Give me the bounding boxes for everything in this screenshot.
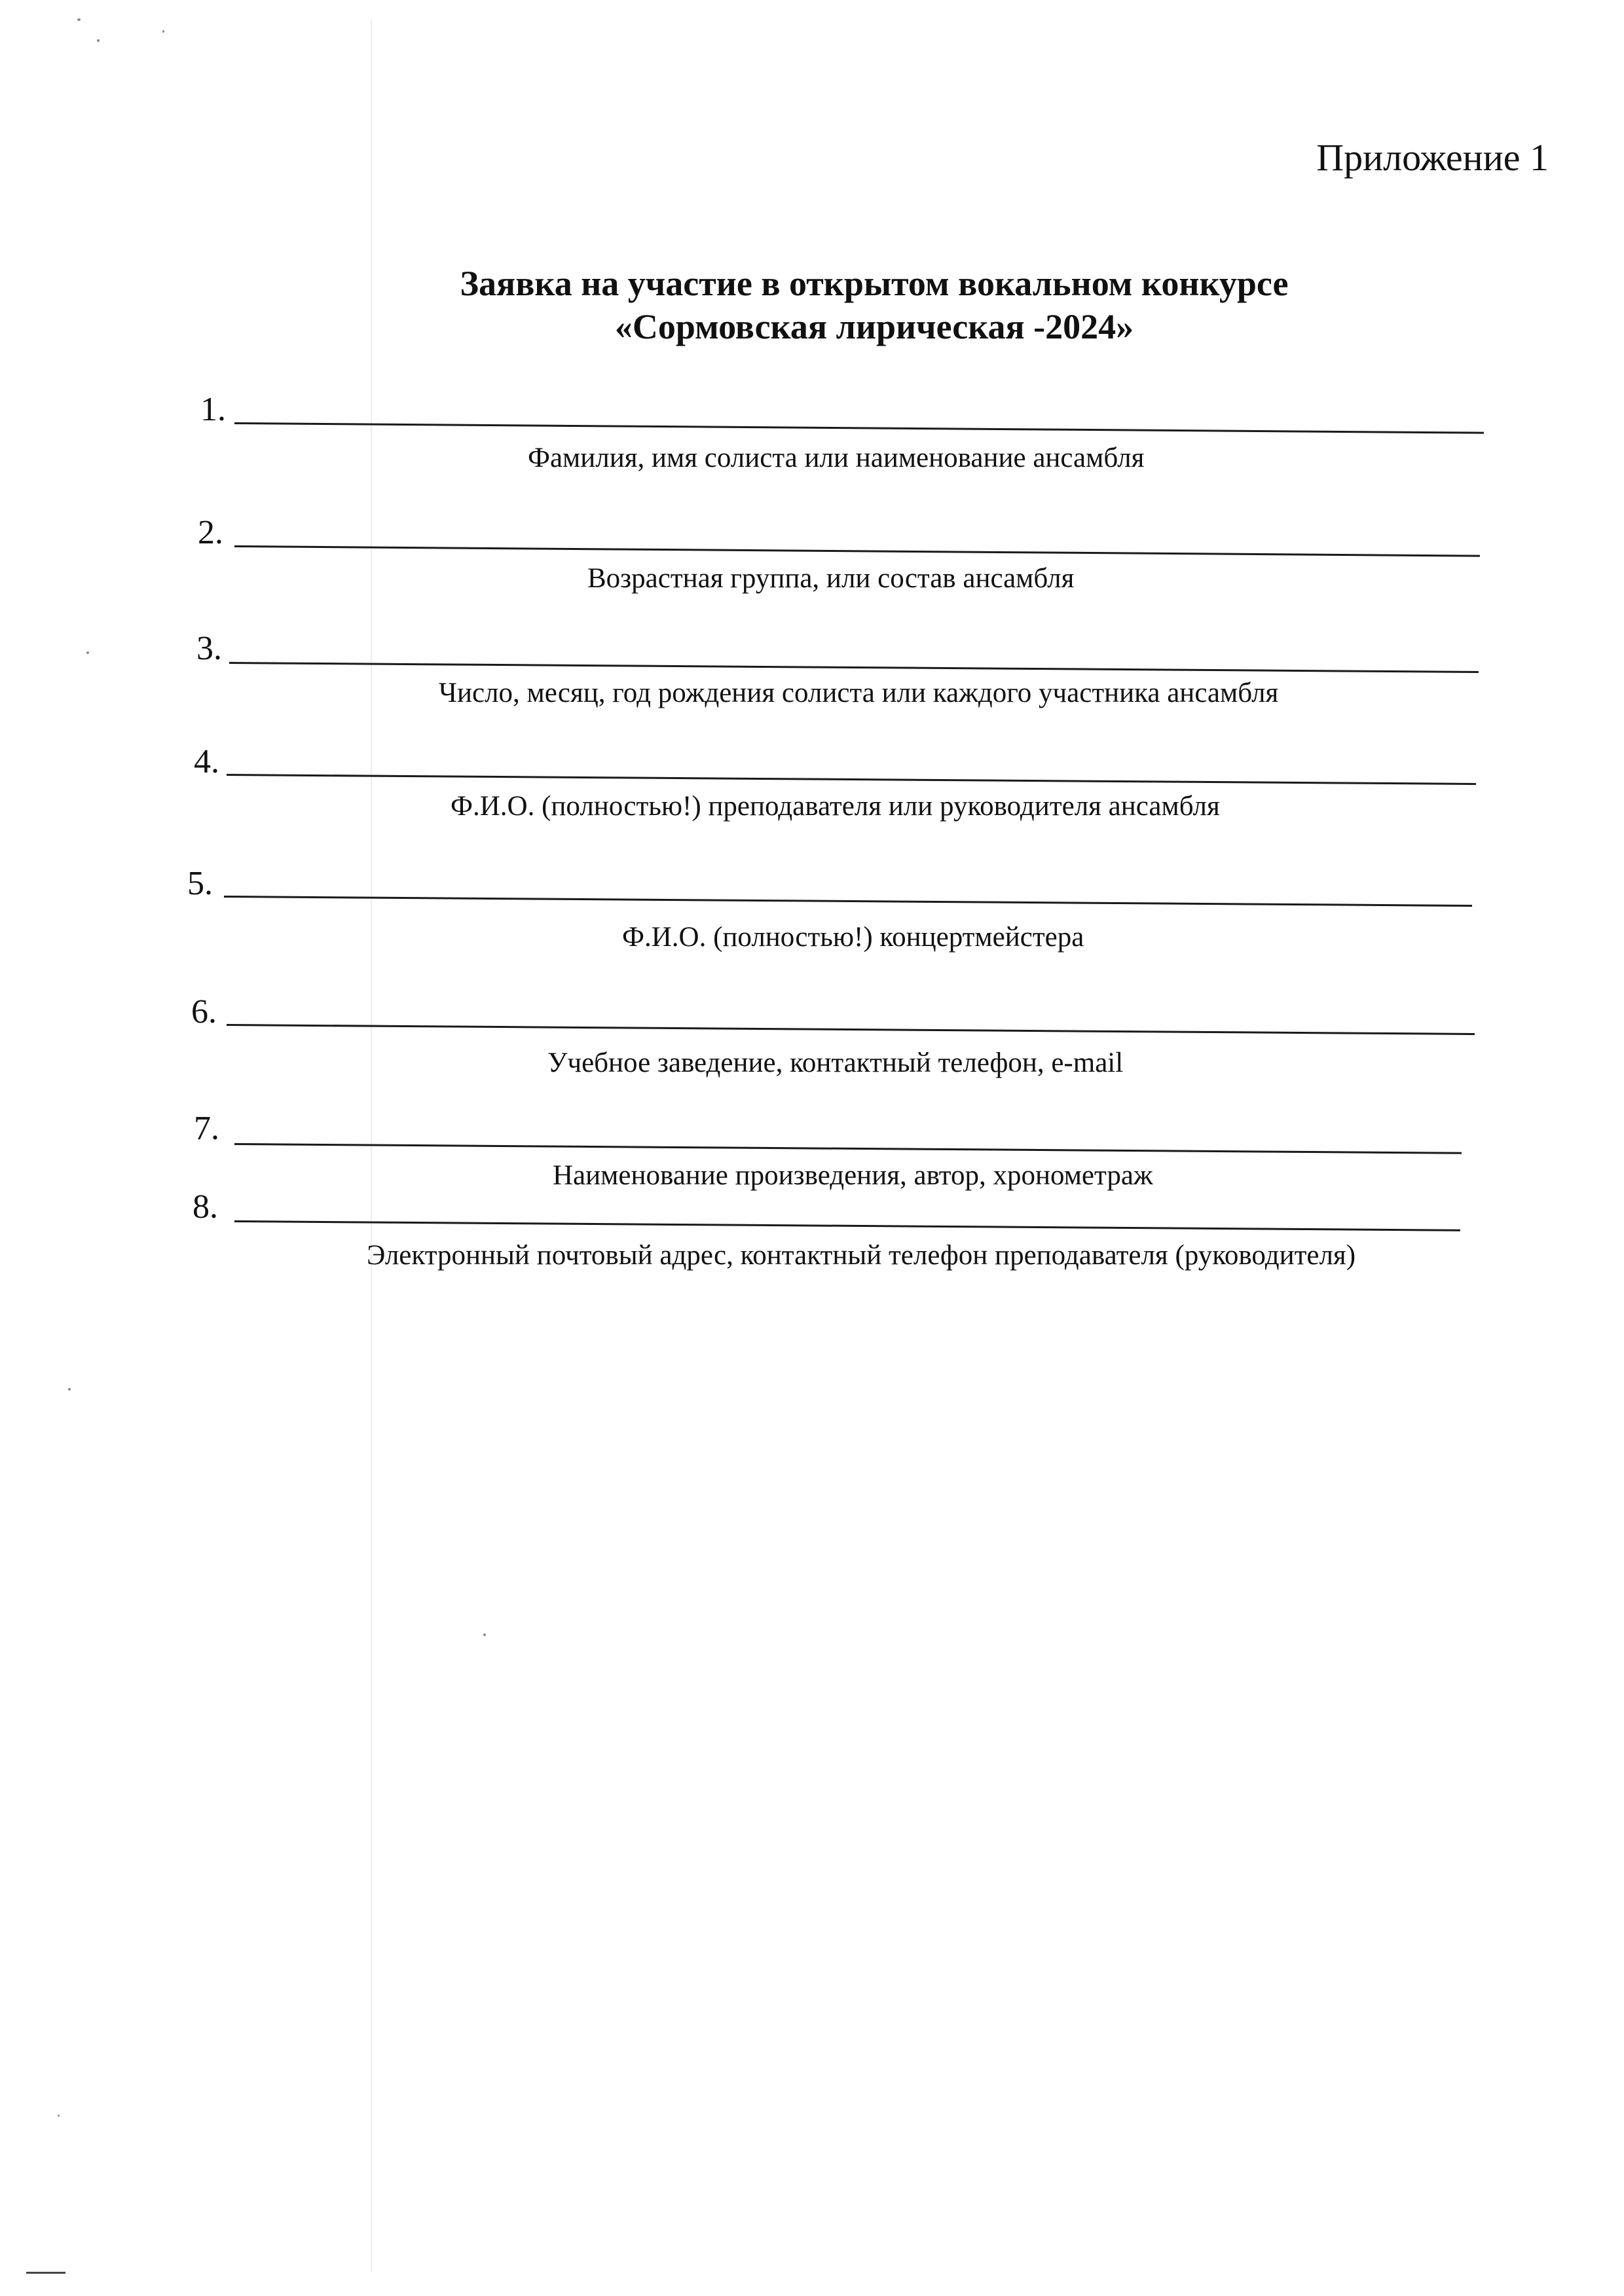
- field-number: 3.: [196, 630, 222, 667]
- field-number: 1.: [200, 391, 226, 428]
- field-input-line[interactable]: [224, 896, 1472, 907]
- field-input-line[interactable]: [234, 1220, 1460, 1231]
- form-title: [419, 262, 1329, 348]
- field-caption: Электронный почтовый адрес, контактный телефон преподавателя (руководителя): [367, 1240, 1356, 1271]
- scan-speck: [58, 2115, 60, 2117]
- form-field-7: [194, 1105, 1477, 1197]
- field-input-line[interactable]: [229, 662, 1479, 673]
- form-field-1: [200, 386, 1484, 491]
- form-field-8: [193, 1184, 1476, 1288]
- scan-edge-mark: [26, 2272, 65, 2274]
- form-field-6: [191, 989, 1475, 1093]
- field-input-line[interactable]: [227, 774, 1476, 785]
- scan-speck: [77, 18, 81, 21]
- field-caption: Возрастная группа, или состав ансамбля: [587, 563, 1075, 594]
- field-input-line[interactable]: [234, 1143, 1462, 1154]
- form-title-line-1: Заявка на участие в открытом вокальном конкурсе: [460, 264, 1289, 303]
- appendix-label: Приложение 1: [1316, 136, 1549, 179]
- field-number: 2.: [198, 514, 223, 551]
- field-number: 8.: [193, 1188, 218, 1226]
- field-caption: Ф.И.О. (полностью!) концертмейстера: [622, 922, 1084, 953]
- field-caption: Фамилия, имя солиста или наименование ансамбля: [528, 443, 1145, 473]
- scan-speck: [68, 1388, 71, 1391]
- field-caption: Ф.И.О. (полностью!) преподавателя или руководителя ансамбля: [451, 791, 1220, 822]
- scan-speck: [483, 1633, 486, 1636]
- field-number: 5.: [187, 865, 213, 902]
- scan-speck: [162, 30, 164, 33]
- field-input-line[interactable]: [234, 545, 1480, 557]
- field-caption: Наименование произведения, автор, хронометраж: [553, 1160, 1153, 1191]
- field-caption: Учебное заведение, контактный телефон, e-mail: [547, 1048, 1124, 1078]
- form-title-line-2: «Сормовская лирическая -2024»: [614, 307, 1134, 346]
- form-field-3: [196, 625, 1480, 730]
- field-input-line[interactable]: [234, 422, 1484, 434]
- form-field-4: [194, 738, 1477, 843]
- field-number: 7.: [194, 1110, 219, 1147]
- field-number: 4.: [194, 743, 219, 780]
- form-field-2: [198, 509, 1481, 614]
- field-caption: Число, месяц, год рождения солиста или каждого участника ансамбля: [439, 678, 1279, 708]
- form-field-5: [187, 860, 1471, 965]
- scan-speck: [97, 39, 100, 42]
- scan-speck: [86, 651, 89, 654]
- field-number: 6.: [191, 993, 217, 1030]
- field-input-line[interactable]: [227, 1024, 1475, 1035]
